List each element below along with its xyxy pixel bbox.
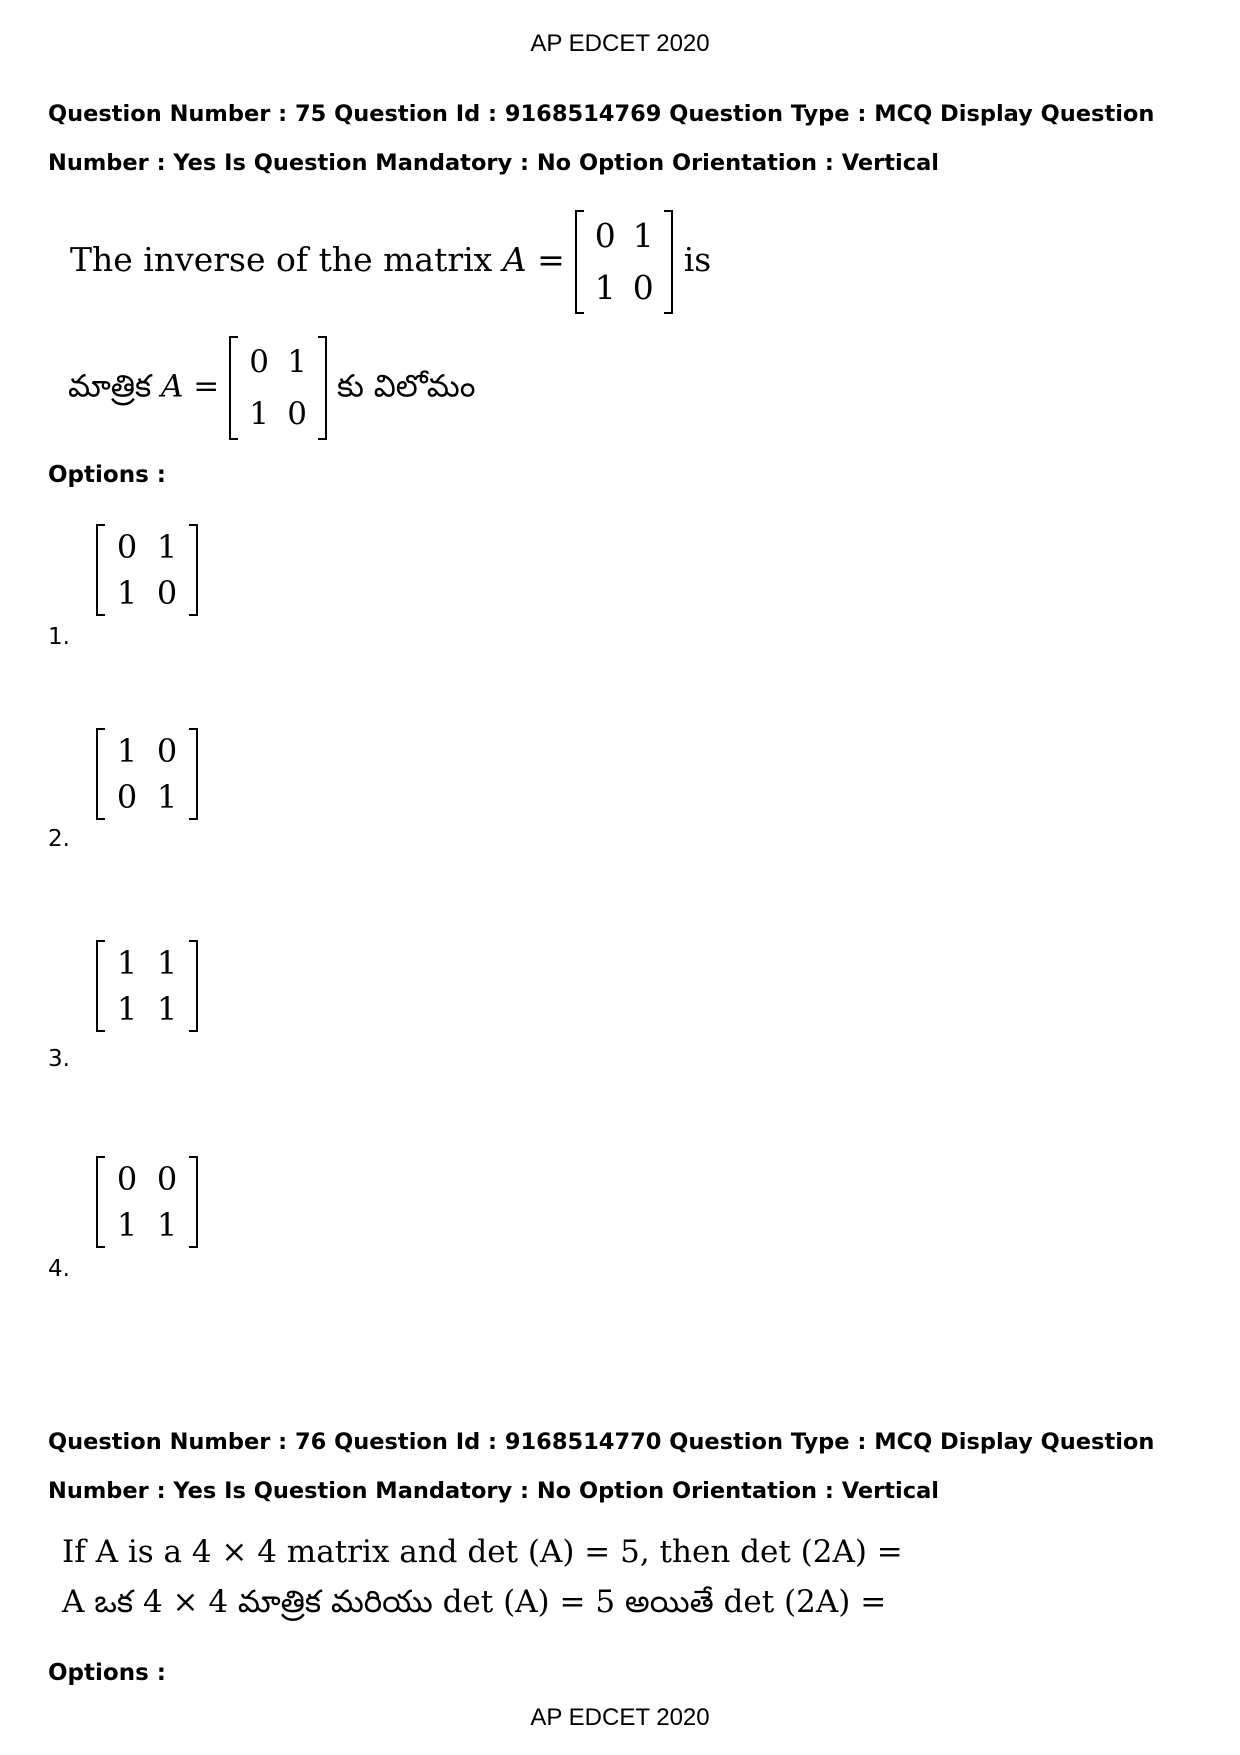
- option-matrix: [96, 940, 198, 1032]
- matrix-cell: 0: [156, 1160, 178, 1198]
- question-meta-line: Question Number : 76 Question Id : 9168514770 Question Type : MCQ Display Question: [48, 1429, 1155, 1455]
- matrix-cell: 1: [156, 778, 178, 816]
- page-footer: AP EDCET 2020: [530, 1704, 710, 1731]
- question-75-meta: [48, 90, 1198, 188]
- matrix-row: [240, 388, 316, 440]
- question-meta-line: Number : Yes Is Question Mandatory : No Option Orientation : Vertical: [48, 150, 939, 176]
- matrix-cell: 1: [116, 944, 138, 982]
- matrix-cell: 0: [116, 1160, 138, 1198]
- matrix-cell: 1: [116, 574, 138, 612]
- matrix-row: [107, 524, 187, 570]
- page-header: AP EDCET 2020: [530, 30, 710, 57]
- matrix-cell: 1: [156, 990, 178, 1028]
- matrix-row: [107, 570, 187, 616]
- question-75-text-en: [70, 210, 711, 314]
- question-76-meta: [48, 1418, 1198, 1516]
- matrix-cell: 1: [249, 396, 269, 432]
- option-4[interactable]: [96, 1156, 198, 1248]
- question-text: The inverse of the matrix: [70, 240, 493, 279]
- options-label: Options :: [48, 462, 166, 488]
- matrix-cell: 0: [632, 268, 654, 307]
- matrix-cell: 0: [249, 344, 269, 380]
- matrix-row: [107, 1202, 187, 1248]
- question-matrix: [575, 210, 673, 314]
- matrix-row: [586, 262, 662, 314]
- matrix-cell: 1: [116, 732, 138, 770]
- matrix-cell: 1: [156, 944, 178, 982]
- matrix-cell: 0: [116, 778, 138, 816]
- matrix-cell: 1: [156, 1206, 178, 1244]
- question-75-text-te: [68, 336, 475, 440]
- question-76-text-te: A ఒక 4 × 4 మాత్రిక మరియు det (A) = 5 అయితే det (2A) =: [62, 1584, 887, 1620]
- question-76-text-en: If A is a 4 × 4 matrix and det (A) = 5, then det (2A) =: [62, 1534, 903, 1570]
- matrix-cell: 1: [632, 216, 654, 255]
- matrix-row: [107, 1156, 187, 1202]
- matrix-cell: 0: [156, 574, 178, 612]
- matrix-cell: 0: [156, 732, 178, 770]
- option-1[interactable]: [96, 524, 198, 616]
- question-text: కు విలోమం: [336, 368, 476, 405]
- matrix-row: [107, 986, 187, 1032]
- option-matrix: [96, 1156, 198, 1248]
- matrix-row: [586, 210, 662, 262]
- option-matrix: [96, 728, 198, 820]
- option-matrix: [96, 524, 198, 616]
- matrix-row: [107, 940, 187, 986]
- matrix-row: [240, 336, 316, 388]
- question-text: is: [683, 240, 712, 279]
- matrix-cell: 0: [287, 396, 307, 432]
- matrix-cell: 1: [594, 268, 616, 307]
- option-number: 3.: [48, 1046, 70, 1072]
- matrix-row: [107, 774, 187, 820]
- option-3[interactable]: [96, 940, 198, 1032]
- matrix-cell: 1: [287, 344, 307, 380]
- option-2[interactable]: [96, 728, 198, 820]
- option-number: 1.: [48, 624, 70, 650]
- matrix-cell: 0: [116, 528, 138, 566]
- question-meta-line: Number : Yes Is Question Mandatory : No Option Orientation : Vertical: [48, 1478, 939, 1504]
- matrix-cell: 0: [594, 216, 616, 255]
- matrix-cell: 1: [156, 528, 178, 566]
- matrix-cell: 1: [116, 990, 138, 1028]
- question-matrix: [229, 336, 327, 440]
- matrix-cell: 1: [116, 1206, 138, 1244]
- matrix-variable: A =: [502, 240, 565, 279]
- option-number: 4.: [48, 1256, 70, 1282]
- matrix-variable: A =: [161, 368, 220, 405]
- options-label: Options :: [48, 1660, 166, 1686]
- option-number: 2.: [48, 826, 70, 852]
- question-text: మాత్రిక: [68, 368, 152, 405]
- question-meta-line: Question Number : 75 Question Id : 9168514769 Question Type : MCQ Display Question: [48, 101, 1155, 127]
- matrix-row: [107, 728, 187, 774]
